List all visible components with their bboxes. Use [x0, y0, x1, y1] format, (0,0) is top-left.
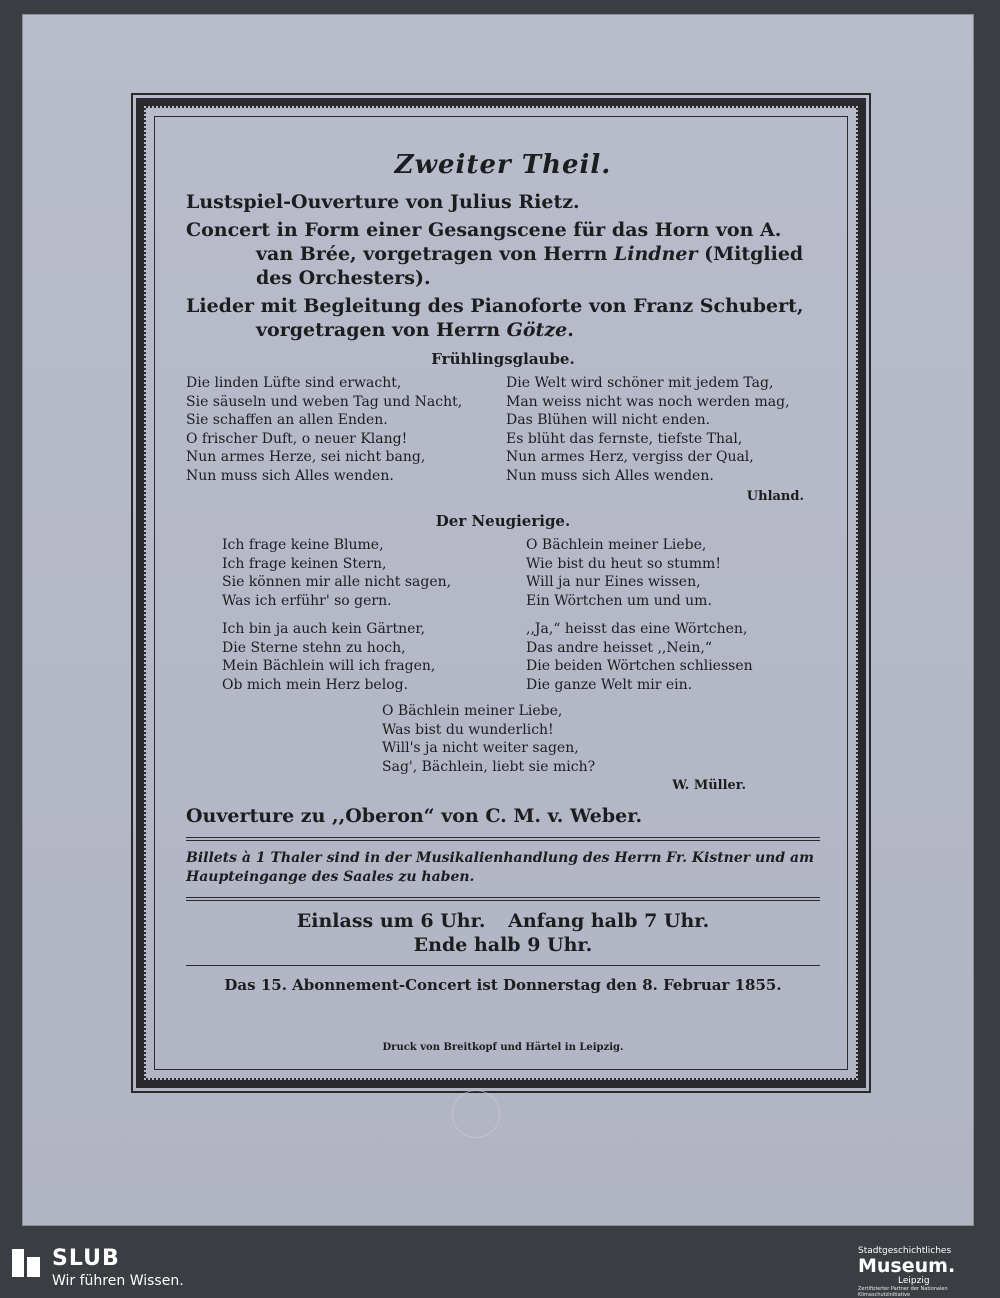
program-content [186, 150, 820, 1053]
double-rule [186, 897, 820, 901]
poem-column-left [222, 536, 516, 610]
admission-time: Einlass um 6 Uhr. [296, 910, 486, 932]
viewer-footer [0, 1240, 1000, 1298]
museum-subtitle: Stadtgeschichtliches [858, 1246, 952, 1256]
poem-line: Das andre heisset ,,Nein,“ [526, 639, 713, 656]
ticket-info: Billets à 1 Thaler sind in der Musikalienhandlung des Herrn Fr. Kistner und am Haupteingange des Saales zu haben. [186, 850, 814, 885]
end-time: Ende halb 9 Uhr. [413, 934, 593, 956]
program-item-horn-concert [186, 218, 820, 290]
poem-line: O frischer Duft, o neuer Klang! [186, 430, 408, 447]
program-item-text: (Mitglied des Orchesters). [256, 243, 804, 289]
slub-tagline: Wir führen Wissen. [52, 1273, 184, 1289]
poem-line: Ich frage keinen Stern, [222, 555, 387, 572]
poem-line: Was bist du wunderlich! [382, 721, 554, 738]
museum-city: Leipzig [898, 1276, 930, 1286]
poem-line: Die beiden Wörtchen schliessen [526, 658, 753, 674]
poem-line: Sie können mir alle nicht sagen, [222, 574, 452, 590]
poem-title-fruehlingsglaube: Frühlingsglaube. [431, 350, 575, 368]
poem-column-right [516, 620, 820, 694]
time-info [186, 909, 820, 957]
embossed-stamp [452, 1090, 500, 1138]
poem-line: Ein Wörtchen um und um. [526, 592, 712, 609]
program-item-text: Lieder mit Begleitung des Pianoforte von Franz Schubert, vorgetragen von Herrn [186, 295, 804, 341]
museum-logo [858, 1246, 988, 1298]
poem-line: Nun armes Herz, vergiss der Qual, [506, 449, 754, 465]
museum-certification: Zertifizierter Partner der Nationalen Klimaschutzinitiative [858, 1286, 948, 1298]
program-item-text: . [567, 319, 574, 341]
poem-author-mueller: W. Müller. [672, 778, 746, 793]
double-rule [186, 837, 820, 841]
poem-neugierige-stanzas-1 [186, 536, 820, 610]
stanza-gap [186, 610, 820, 620]
performer-name: Götze [506, 319, 568, 341]
poem-neugierige-stanzas-2 [186, 620, 820, 694]
poem-line: Nun muss sich Alles wenden. [186, 467, 394, 484]
start-time: Anfang halb 7 Uhr. [508, 910, 710, 932]
poem-line: Die linden Lüfte sind erwacht, [186, 375, 402, 391]
poem-line: Nun armes Herze, sei nicht bang, [186, 449, 426, 465]
poem-line: Man weiss nicht was noch werden mag, [506, 393, 790, 410]
poem-final-stanza [186, 702, 820, 776]
poem-line: Sag', Bächlein, liebt sie mich? [382, 758, 596, 775]
program-item-text: Concert in Form einer Gesangscene für das Horn von A. van Brée, vorgetragen von Herrn [186, 219, 782, 265]
poem-line: Ob mich mein Herz belog. [222, 676, 409, 693]
poem-line: Nun muss sich Alles wenden. [506, 467, 714, 484]
poem-fruehlingsglaube [186, 374, 820, 485]
program-item-oberon: Ouverture zu ,,Oberon“ von C. M. v. Weber. [186, 805, 643, 827]
rule [186, 965, 820, 966]
museum-title: Museum. [858, 1255, 956, 1277]
performer-name: Lindner [613, 243, 698, 265]
poem-line: Die Sterne stehn zu hoch, [222, 639, 406, 656]
poem-line: Will ja nur Eines wissen, [526, 574, 701, 590]
next-concert-notice: Das 15. Abonnement-Concert ist Donnerstag den 8. Februar 1855. [224, 976, 782, 994]
poem-line: Die Welt wird schöner mit jedem Tag, [506, 375, 774, 391]
poem-author-uhland: Uhland. [746, 489, 804, 504]
poem-line: Ich bin ja auch kein Gärtner, [222, 621, 426, 637]
printer-imprint: Druck von Breitkopf und Härtel in Leipzig. [382, 1042, 624, 1053]
poem-line: Mein Bächlein will ich fragen, [222, 658, 436, 674]
section-heading: Zweiter Theil. [394, 150, 612, 180]
poem-column-right [500, 374, 820, 485]
poem-line: O Bächlein meiner Liebe, [382, 703, 563, 719]
poem-column-left [186, 374, 500, 485]
poem-title-neugierige: Der Neugierige. [435, 512, 571, 530]
poem-line: Wie bist du heut so stumm! [526, 555, 721, 572]
slub-logo-icon [10, 1247, 42, 1279]
poem-column-right [516, 536, 820, 610]
poem-line: Das Blühen will nicht enden. [506, 412, 711, 428]
program-item-rietz: Lustspiel-Ouverture von Julius Rietz. [186, 191, 580, 213]
program-item-lieder [186, 294, 820, 342]
poem-line: Es blüht das fernste, tiefste Thal, [506, 430, 743, 447]
poem-column-left [222, 620, 516, 694]
poem-line: ,,Ja,“ heisst das eine Wörtchen, [526, 621, 748, 637]
poem-line: Die ganze Welt mir ein. [526, 676, 693, 693]
poem-line: O Bächlein meiner Liebe, [526, 537, 707, 553]
poem-line: Was ich erführ' so gern. [222, 592, 392, 609]
poem-line: Ich frage keine Blume, [222, 537, 384, 553]
poem-line: Will's ja nicht weiter sagen, [382, 740, 579, 756]
slub-name: SLUB [52, 1246, 120, 1271]
poem-line: Sie schaffen an allen Enden. [186, 412, 388, 428]
poem-line: Sie säuseln und weben Tag und Nacht, [186, 393, 463, 410]
